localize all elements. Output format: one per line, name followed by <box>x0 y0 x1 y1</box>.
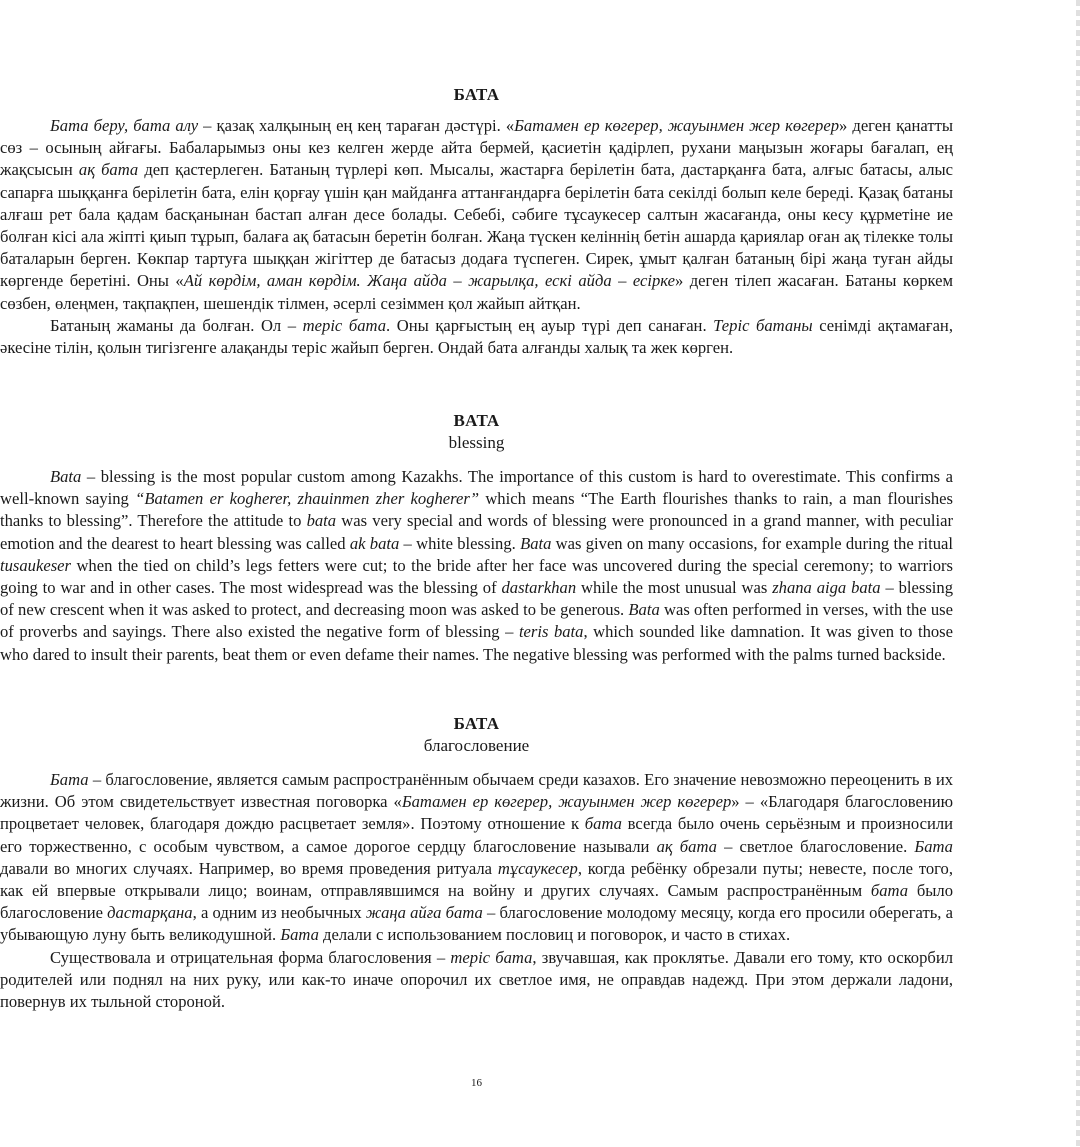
italic-text: ақ бата <box>78 160 139 180</box>
text-run: деп қастерлеген. Батаның түрлері көп. Мысалы, жастарға берілетін бата, дастарқанға бата, алғыс батасы, алыс сапарға шыққанға берілетін бата, елін қорғау үшін қан майданға аттанғандарға берілетін бата секілді болып келе береді. Қазақ батаны алғаш рет бала қадам басқанынан бастап алған десе болады. Себебі, сәбиге тұсаукесер салтын жасағанда, оны кесу құрметіне ие болған кісі ала жіпті қиып тұрып, балаға ақ батасын беретін болған. Жаңа түскен келіннің бетін ашарда қариялар оған ақ тілекке толы баталарын берген. Көкпар тартуға шыққан жігіттер де батасыз додаға түспеген. Сирек, ұмыт қалған батаның бірі жаңа туған айды көргенде беретіні. Оны « <box>0 160 953 291</box>
section-subtitle-english: blessing <box>448 433 505 452</box>
text-run: which means “The Earth flourishes thanks to rain, a man flourishes thanks to blessing”. Therefore the attitude to <box>0 489 953 531</box>
italic-text: бата <box>870 881 909 901</box>
section-russian <box>0 713 953 1013</box>
text-run: – white blessing. <box>399 533 521 553</box>
text-run: , а одним из необычных <box>192 903 366 923</box>
text-run: всегда было очень серьёзным и произносили его торжественно, с особым чувством, а самое дорогое сердцу благословение называли <box>0 814 953 856</box>
italic-text: Батамен ер көгерер, жауынмен жер көгерер <box>514 116 839 135</box>
page-number: 16 <box>471 1077 482 1089</box>
page-edge-decoration <box>1076 0 1080 1147</box>
text-run: while the most unusual was <box>576 578 773 598</box>
italic-text: dastarkhan <box>501 578 577 598</box>
text-run: was very special and words of blessing were pronounced in a grand manner, with peculiar emotion and the dearest to heart blessing was called <box>0 511 953 553</box>
italic-text: “Batamen er kogherer, zhauinmen zher kogherer” <box>135 489 480 509</box>
section-title-russian: БАТА <box>453 714 500 733</box>
italic-text: Бата <box>914 836 953 856</box>
text-run: was often performed in verses, with the use of proverbs and sayings. There also existed the negative form of blessing – <box>0 600 953 642</box>
text-run: – blessing is the most popular custom among Kazakhs. The importance of this custom is hard to overestimate. This confirms a well-known saying <box>0 467 953 509</box>
italic-text: teris bata <box>518 622 584 642</box>
italic-text: жаңа айға бата <box>365 903 483 923</box>
text-run: – светлое благословение. <box>716 836 915 856</box>
text-run: было благословение <box>0 881 953 923</box>
section-english <box>0 410 953 666</box>
italic-text: bata <box>306 511 337 531</box>
section-body-english <box>0 466 953 666</box>
italic-text: Бата <box>280 925 319 945</box>
italic-text: Бата беру, бата алу <box>50 116 199 135</box>
text-run: – благословение молодому месяцу, когда его просили оберегать, а убывающую луну быть великодушной. <box>0 903 953 945</box>
text-run: давали во многих случаях. Например, во время проведения ритуала <box>0 858 498 878</box>
text-run: делали с использованием пословиц и поговорок, и часто в стихах. <box>318 925 791 945</box>
italic-text: Bata <box>520 533 552 553</box>
section-kazakh <box>0 84 953 359</box>
italic-text: Ай көрдім, аман көрдім. Жаңа айда – жарылқа, ескі айда – есірке <box>183 271 675 291</box>
italic-text: Батамен ер көгерер, жауынмен жер көгерер <box>401 792 732 812</box>
section-body-russian <box>0 769 953 1013</box>
italic-text: ақ бата <box>656 836 717 856</box>
text-run: – қазақ халқының ең кең тараған дәстүрі. « <box>198 116 515 135</box>
text-run: Батаның жаманы да болған. Ол – <box>50 315 303 335</box>
paragraph <box>0 947 953 1014</box>
italic-text: теріс бата <box>302 315 386 335</box>
text-run: when the tied on child’s legs fetters were cut; to the bride after her face was uncovered during the special ceremony; to warriors going to war and in other cases. The most widespread was the blessing of <box>0 555 953 598</box>
section-subtitle-russian: благословение <box>423 736 530 755</box>
paragraph <box>0 466 953 666</box>
section-title-english: BATA <box>453 411 500 430</box>
text-run: , звучавшая, как проклятье. Давали его тому, кто оскорбил родителей или поднял на них руку, или как-то иначе опорочил их светлое имя, не оправдав надежд. При этом держали ладони, повернув их тыльной стороной. <box>0 947 953 1012</box>
text-run: сенімді ақтамаған, әкесіне тілін, қолын тигізгенге алақанды теріс жайып берген. Ондай бата алғанды халық та жек көрген. <box>0 315 953 358</box>
italic-text: Bata <box>628 600 660 620</box>
text-run: was given on many occasions, for example during the ritual <box>551 533 954 553</box>
paragraph <box>0 115 953 315</box>
text-run: , which sounded like damnation. It was given to those who dared to insult their parents, beat them or even defame their names. The negative blessing was performed with the palms turned backside. <box>0 622 953 664</box>
italic-text: дастарқана <box>107 903 193 923</box>
text-run: , когда ребёнку обрезали путы; невесте, после того, как ей впервые открывали лицо; воинам, отправлявшимся на войну и других случаях. Самым распространённым <box>0 858 953 901</box>
text-run: Существовала и отрицательная форма благословения – <box>50 947 451 967</box>
italic-text: тұсаукесер <box>497 858 578 878</box>
text-run: » деген қанатты сөз – осының айғағы. Бабаларымыз оны кез келген жерде айта бермей, қасиетін қадірлеп, рухани маңызын жоғары бағалап, ең жақсысын <box>0 116 953 180</box>
text-run: » деген тілеп жасаған. Батаны көркем сөзбен, өлеңмен, тақпақпен, шешендік тілмен, әсерлі сезіммен қол жайып айтқан. <box>0 271 954 313</box>
section-title-kazakh: БАТА <box>453 85 500 104</box>
section-body-kazakh <box>0 115 953 359</box>
text-run: » – «Благодаря благословению процветает человек, благодаря дождю расцветает земля». Поэтому отношение к <box>0 792 954 834</box>
text-run: – blessing of new crescent when it was asked to protect, and decreasing moon was asked to be generous. <box>0 578 953 620</box>
text-run: – благословение, является самым распространённым обычаем среди казахов. Его значение невозможно переоценить в их жизни. Об этом свидетельствует известная поговорка « <box>0 770 953 812</box>
italic-text: Бата <box>50 770 89 789</box>
paragraph <box>0 315 953 359</box>
text-run: . Оны қарғыстың ең ауыр түрі деп санаған. <box>386 315 714 335</box>
italic-text: zhana aiga bata <box>772 578 881 598</box>
italic-text: Теріс батаны <box>713 315 813 335</box>
italic-text: tusaukeser <box>0 555 71 575</box>
italic-text: ak bata <box>349 533 400 553</box>
italic-text: теріс бата <box>450 947 533 967</box>
paragraph <box>0 769 953 947</box>
italic-text: Bata <box>50 467 82 486</box>
italic-text: бата <box>584 814 622 834</box>
